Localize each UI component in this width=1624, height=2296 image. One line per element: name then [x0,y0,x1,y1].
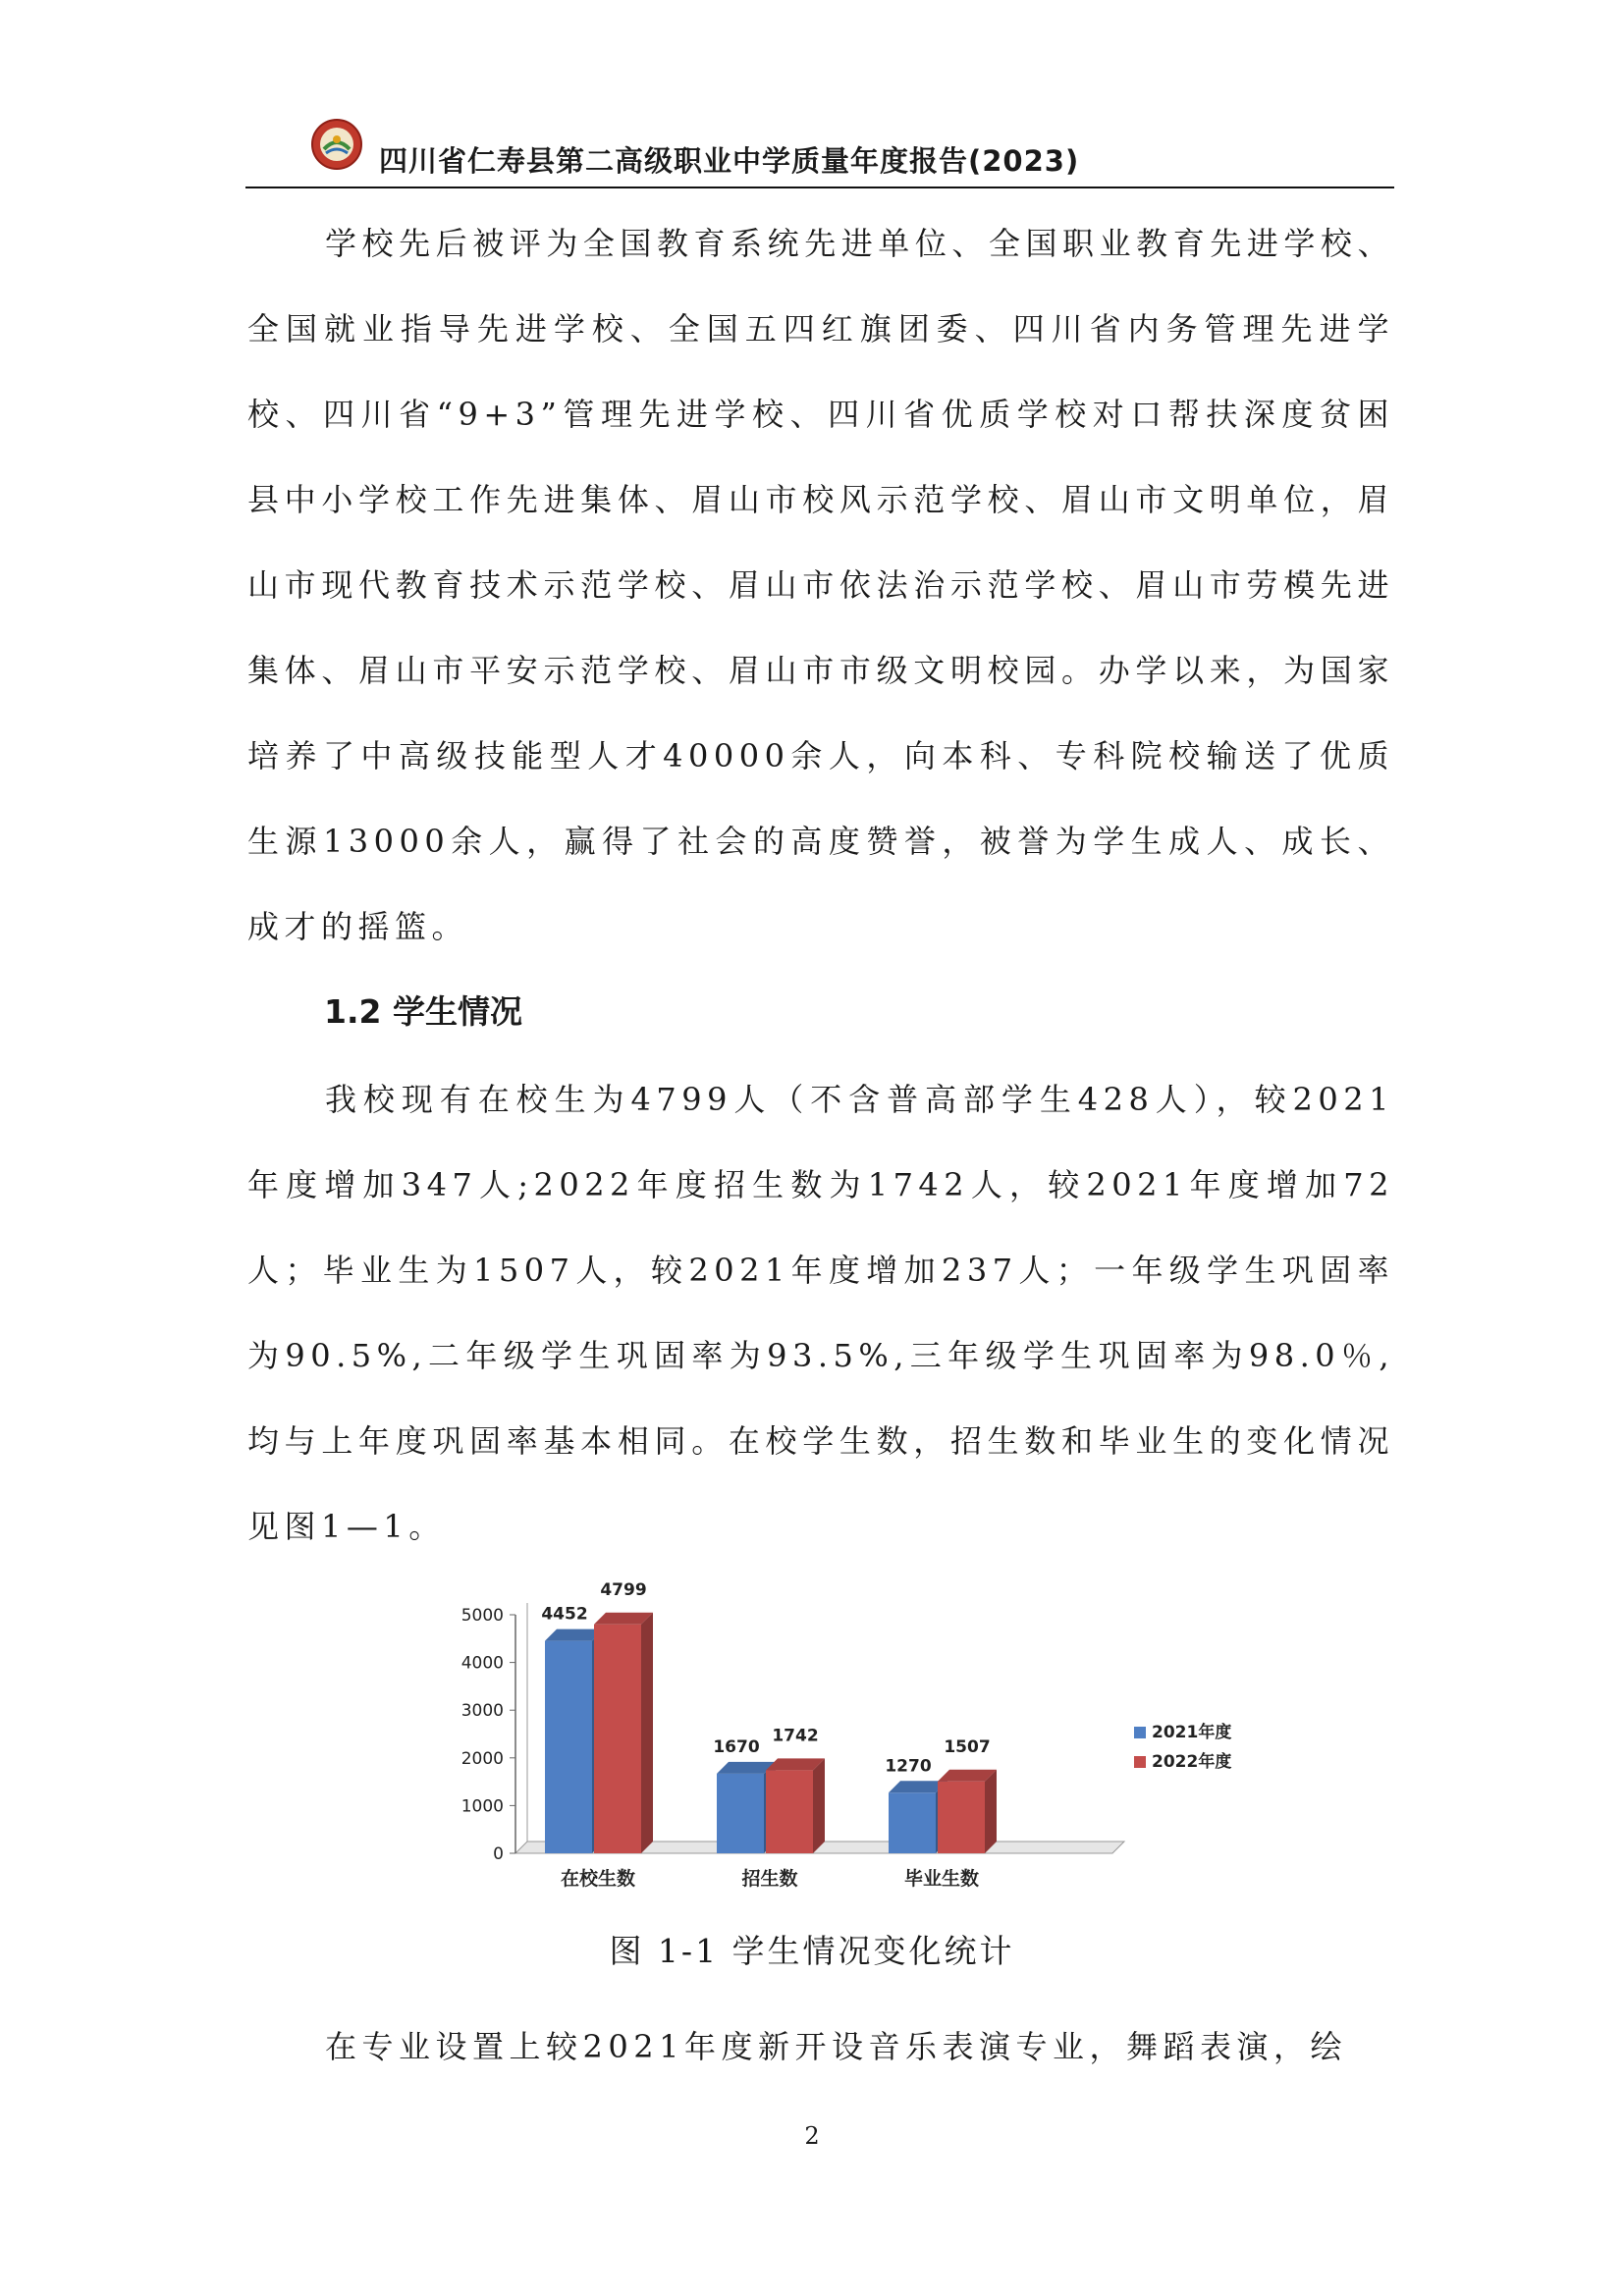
bar-2021 [717,1774,764,1853]
legend-swatch [1134,1727,1146,1738]
data-label: 1507 [944,1736,991,1757]
header-divider [245,187,1394,188]
y-tick-label: 1000 [460,1796,504,1817]
legend-label: 2021年度 [1152,1723,1232,1742]
y-tick-label: 3000 [460,1701,504,1722]
bar-2022 [594,1625,641,1853]
page-number: 2 [804,2122,820,2150]
category-label: 招生数 [741,1868,798,1890]
data-label: 1742 [772,1726,819,1746]
bar-side [985,1770,997,1853]
data-label: 4452 [541,1604,588,1625]
section-heading: 1.2 学生情况 [324,992,522,1031]
figure-caption: 图 1-1 学生情况变化统计 [609,1932,1015,1970]
page-header [245,110,1394,188]
school-honors-paragraph: 学校先后被评为全国教育系统先进单位、全国职业教育先进学校、全国就业指导先进学校、全国五四红旗团委、四川省内务管理先进学校、四川省“9+3”管理先进学校、四川省优质学校对口帮扶深度贫困县中小学校工作先进集体、眉山市校风示范学校、眉山市文明单位，眉山市现代教育技术示范学校、眉山市依法治示范学校、眉山市劳模先进集体、眉山市平安示范学校、眉山市市级文明校园。办学以来，为国家培养了中高级技能型人才40000余人，向本科、专科院校输送了优质生源13000余人，赢得了社会的高度赞誉，被誉为学生成人、成长、成才的摇篮。 [247,225,1394,945]
data-label: 1670 [713,1736,760,1757]
school-emblem-icon [310,118,363,171]
bar-side [813,1758,825,1853]
program-setup-paragraph: 在专业设置上较2021年度新开设音乐表演专业，舞蹈表演，绘 [325,2028,1347,2065]
y-tick-label: 0 [493,1844,504,1864]
bar-2022 [766,1770,813,1853]
student-stats-paragraph: 我校现有在校生为4799人（不含普高部学生428人），较2021年度增加347人;2022年度招生数为1742人，较2021年度增加72人；毕业生为1507人，较2021年度增加237人；一年级学生巩固率为90.5%,二年级学生巩固率为93.5%,三年级学生巩固率为98.0％,均与上年度巩固率基本相同。在校学生数，招生数和毕业生的变化情况见图1—1。 [247,1081,1394,1545]
legend-label: 2022年度 [1152,1752,1232,1772]
bar-2021 [545,1641,592,1853]
y-tick-label: 2000 [460,1748,504,1769]
y-tick-label: 4000 [460,1653,504,1674]
bar-2021 [889,1792,936,1853]
category-label: 在校生数 [560,1868,636,1890]
legend-swatch [1134,1756,1146,1768]
report-title: 四川省仁寿县第二高级职业中学质量年度报告(2023) [379,144,1080,178]
bar-2022 [938,1782,985,1853]
category-label: 毕业生数 [903,1868,980,1890]
bar-side [641,1613,653,1853]
y-tick-label: 5000 [460,1606,504,1626]
data-label: 1270 [885,1756,932,1777]
student-change-bar-chart [432,1571,1316,1904]
data-label: 4799 [600,1579,647,1600]
